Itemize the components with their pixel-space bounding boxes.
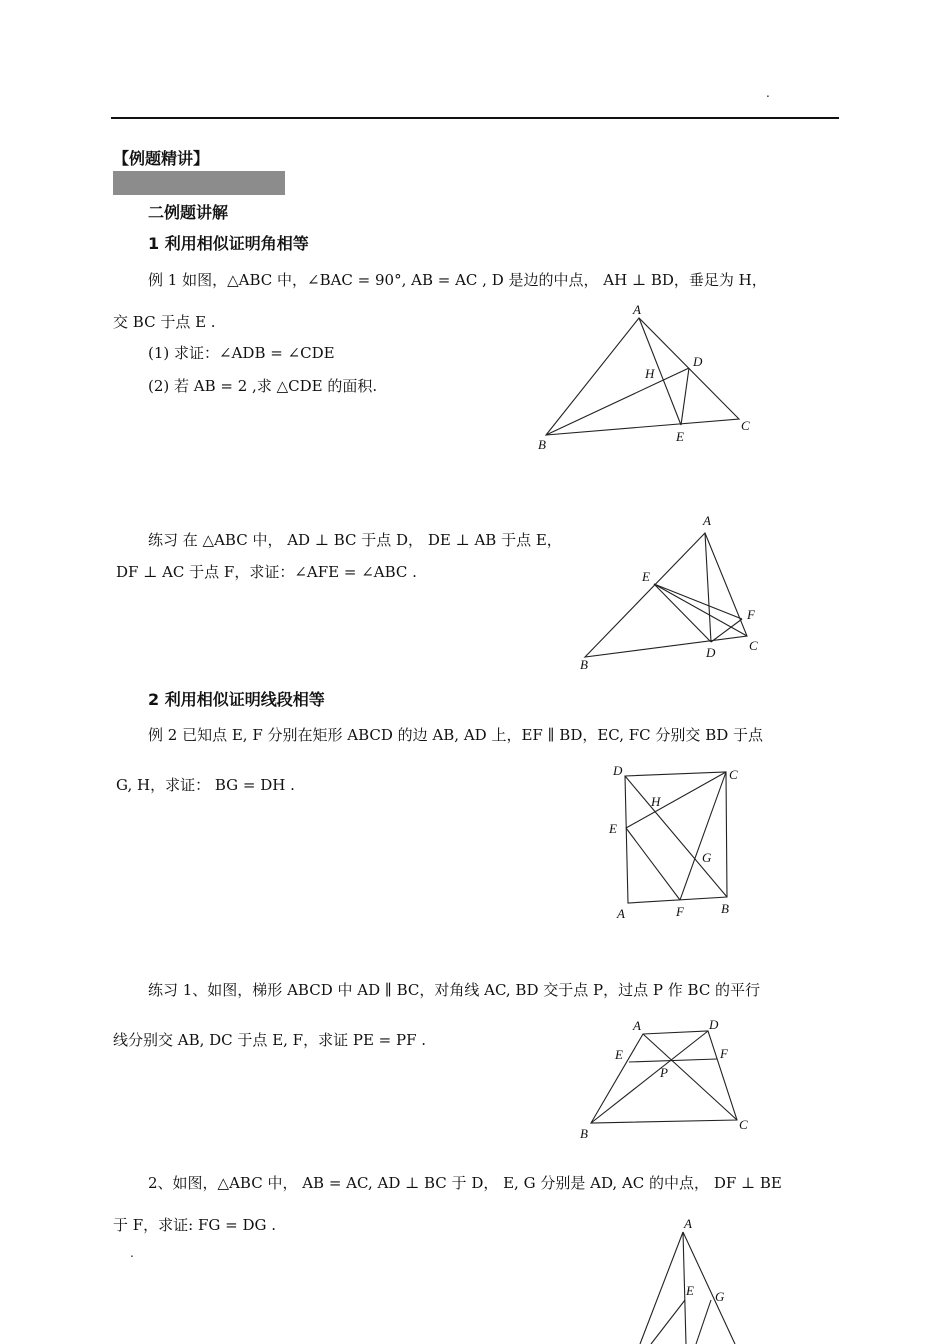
label-c: C [749,638,758,653]
label-f: F [747,607,755,622]
example2-line1: 例 2 已知点 E, F 分别在矩形 ABCD 的边 AB, AD 上，EF ∥ BD，EC, FC 分别交 BD 于点 [148,726,764,744]
segment-ab [640,1232,683,1344]
practice1-line2: DF ⊥ AC 于点 F，求证：∠AFE = ∠ABC . [116,563,417,581]
example1-question2: (2) 若 AB = 2 ,求 △CDE 的面积. [148,377,378,395]
label-d: D [693,354,703,369]
footer-dot: . [130,1246,134,1260]
example2-figure [600,760,750,925]
label-g: G [715,1289,725,1304]
example1-line1: 例 1 如图，△ABC 中，∠BAC = 90°, AB = AC , D 是边的中点， AH ⊥ BD，垂足为 H， [148,271,767,289]
label-d: D [709,1017,719,1032]
segment-bd [625,776,727,897]
label-c: C [729,767,738,782]
label-h: H [645,366,655,381]
label-e: E [609,821,617,836]
label-e: E [676,429,684,444]
rectangle-abcd [625,772,727,903]
label-a: A [617,906,625,921]
label-p: P [660,1065,668,1080]
segment-de [654,584,711,642]
practice2-2-line1: 2、如图，△ABC 中， AB = AC, AD ⊥ BC 于 D， E, G 分别是 AD, AC 的中点， DF ⊥ BE [148,1174,782,1192]
topic2-title: 2 利用相似证明线段相等 [148,690,325,709]
segment-de [681,368,689,425]
label-b: B [580,1126,588,1141]
header-dot: . [766,86,770,100]
section-title: 【例题精讲】 [113,149,210,168]
triangle-abc [585,533,747,657]
label-h: H [651,794,661,809]
segment-be [651,1300,685,1344]
label-e: E [615,1047,623,1062]
label-b: B [580,657,588,672]
label-b: B [721,901,729,916]
label-a: A [684,1216,692,1231]
part-title: 二例题讲解 [148,203,229,222]
segment-dg [696,1300,711,1344]
practice-figure [570,510,770,675]
label-a: A [633,1018,641,1033]
example2-line2: G, H，求证： BG = DH . [116,776,295,794]
example1-figure [520,295,760,460]
segment-ef [626,828,680,900]
label-a: A [703,513,711,528]
practice2-1-figure [575,1012,755,1147]
segment-ec [654,584,747,636]
practice2-1-line1: 练习 1、如图，梯形 ABCD 中 AD ∥ BC，对角线 AC, BD 交于点 P，过点 P 作 BC 的平行 [148,981,761,999]
label-d: D [613,763,623,778]
label-f: F [720,1046,728,1061]
label-c: C [741,418,750,433]
header-rule [111,117,839,119]
label-e: E [642,569,650,584]
practice2-1-line2: 线分别交 AB, DC 于点 E, F，求证 PE = PF . [113,1031,427,1049]
practice1-line1: 练习 在 △ABC 中， AD ⊥ BC 于点 D， DE ⊥ AB 于点 E， [148,531,562,549]
section-gray-bar [113,171,285,195]
example1-question1: (1) 求证：∠ADB = ∠CDE [148,344,335,362]
label-f: F [676,904,684,919]
practice2-2-line2: 于 F，求证: FG = DG . [113,1216,277,1234]
practice2-2-figure [620,1210,760,1344]
segment-ef [654,584,742,619]
segment-ad [705,533,711,642]
triangle-abc [546,318,739,435]
topic1-title: 1 利用相似证明角相等 [148,234,309,253]
segment-fc [680,772,726,900]
label-e: E [686,1283,694,1298]
segment-ec [626,772,726,828]
label-d: D [706,645,716,660]
example1-line2: 交 BC 于点 E . [113,313,216,331]
label-g: G [702,850,712,865]
label-b: B [538,437,546,452]
label-c: C [739,1117,748,1132]
label-a: A [633,302,641,317]
